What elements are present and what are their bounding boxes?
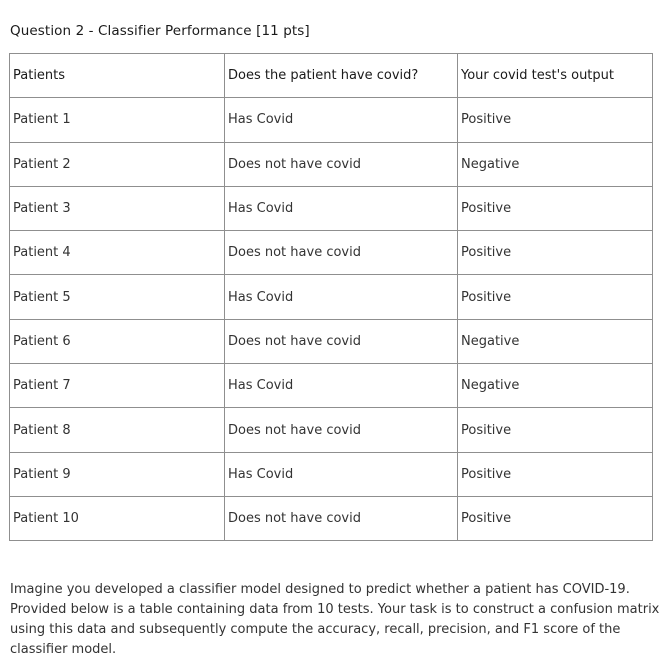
table-row xyxy=(10,98,653,142)
test-output-cell: Positive xyxy=(458,452,653,496)
patient-results-table xyxy=(9,53,653,541)
test-output-cell: Positive xyxy=(458,496,653,540)
patient-cell: Patient 2 xyxy=(10,142,225,186)
diagnosis-cell: Has Covid xyxy=(225,452,458,496)
table-row xyxy=(10,496,653,540)
page-title: Question 2 - Classifier Performance [11 pts] xyxy=(10,23,310,39)
table-row xyxy=(10,186,653,230)
patient-cell: Patient 1 xyxy=(10,98,225,142)
test-output-cell: Positive xyxy=(458,275,653,319)
table-row xyxy=(10,408,653,452)
patient-cell: Patient 7 xyxy=(10,364,225,408)
test-output-cell: Positive xyxy=(458,98,653,142)
diagnosis-cell: Does not have covid xyxy=(225,142,458,186)
diagnosis-cell: Has Covid xyxy=(225,186,458,230)
test-output-cell: Negative xyxy=(458,319,653,363)
patient-cell: Patient 3 xyxy=(10,186,225,230)
test-output-cell: Positive xyxy=(458,408,653,452)
patient-cell: Patient 8 xyxy=(10,408,225,452)
patient-cell: Patient 5 xyxy=(10,275,225,319)
column-header-patients: Patients xyxy=(10,54,225,98)
diagnosis-cell: Does not have covid xyxy=(225,231,458,275)
diagnosis-cell: Does not have covid xyxy=(225,408,458,452)
column-header-has-covid: Does the patient have covid? xyxy=(225,54,458,98)
table-row xyxy=(10,319,653,363)
test-output-cell: Negative xyxy=(458,142,653,186)
column-header-test-output: Your covid test's output xyxy=(458,54,653,98)
patient-cell: Patient 6 xyxy=(10,319,225,363)
test-output-cell: Negative xyxy=(458,364,653,408)
diagnosis-cell: Has Covid xyxy=(225,275,458,319)
test-output-cell: Positive xyxy=(458,231,653,275)
diagnosis-cell: Does not have covid xyxy=(225,496,458,540)
patient-cell: Patient 10 xyxy=(10,496,225,540)
question-description: Imagine you developed a classifier model designed to predict whether a patient has COVID-19. Provided below is a table containing data from 10 tests. Your task is to construct a confusion matrix using this data and subsequently compute the accuracy, recall, precision, and F1 score of the classifier model. xyxy=(10,582,660,657)
test-output-cell: Positive xyxy=(458,186,653,230)
table-row xyxy=(10,364,653,408)
diagnosis-cell: Has Covid xyxy=(225,364,458,408)
diagnosis-cell: Does not have covid xyxy=(225,319,458,363)
patient-cell: Patient 4 xyxy=(10,231,225,275)
table-row xyxy=(10,452,653,496)
patient-cell: Patient 9 xyxy=(10,452,225,496)
diagnosis-cell: Has Covid xyxy=(225,98,458,142)
table-row xyxy=(10,142,653,186)
table-header-row xyxy=(10,54,653,98)
table-row xyxy=(10,275,653,319)
table-row xyxy=(10,231,653,275)
